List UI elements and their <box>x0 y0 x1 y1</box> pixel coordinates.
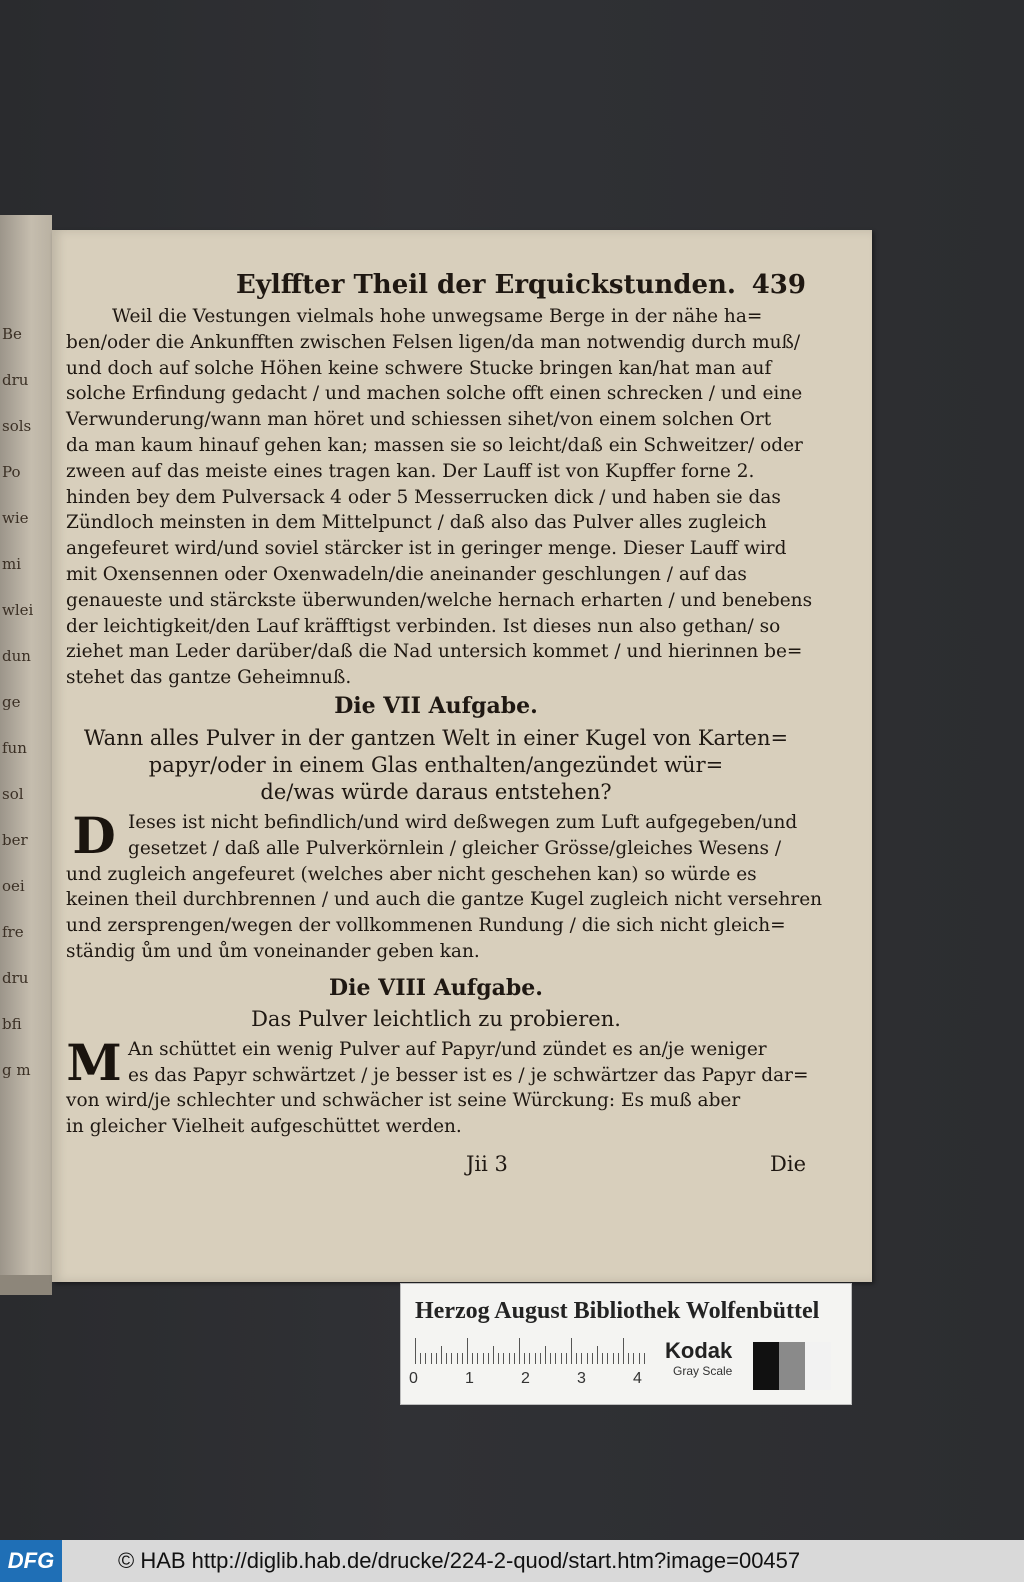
catchword: Die <box>770 1151 806 1176</box>
text-line: angefeuret wird/und soviel stärcker ist in geringer menge. Dieser Lauff wird <box>66 538 787 560</box>
text-line: da man kaum hinauf gehen kan; massen sie so leicht/daß ein Schweitzer/ oder <box>66 434 803 456</box>
ruler-tick <box>493 1346 494 1364</box>
question-line: papyr/oder in einem Glas enthalten/angezündet wür= <box>148 752 724 777</box>
question-line: de/was würde daraus entstehen? <box>260 779 612 804</box>
text-line: mit Oxensennen oder Oxenwadeln/die aneinander geschlungen / auf das <box>66 563 747 585</box>
text-line: ben/oder die Ankunfften zwischen Felsen ligen/da man notwendig durch muß/ <box>66 331 801 353</box>
ruler-tick <box>607 1353 608 1364</box>
dfg-logo: DFG <box>0 1540 62 1582</box>
text-line: An schüttet ein wenig Pulver auf Papyr/und zündet es an/je weniger <box>128 1038 767 1060</box>
ruler-tick <box>545 1346 546 1364</box>
facing-page-fragment: Po <box>2 463 21 481</box>
ruler-tick <box>535 1353 536 1364</box>
facing-page-edge <box>0 215 52 1275</box>
ruler-tick <box>514 1353 515 1364</box>
signature-mark: Jii 3 <box>466 1151 508 1176</box>
gray-swatch <box>805 1342 831 1390</box>
facing-page-fragment: mi <box>2 555 22 573</box>
page-text-block <box>66 270 823 1186</box>
ruler-tick <box>431 1353 432 1364</box>
text-line: ziehet man Leder darüber/daß die Nad untersich kommet / und hierinnen be= <box>66 641 803 663</box>
text-line: ständig ům und ům voneinander geben kan. <box>66 940 480 962</box>
text-line: Zündloch meinsten in dem Mittelpunct / daß also das Pulver alles zugleich <box>66 512 767 534</box>
ruler-tick <box>602 1353 603 1364</box>
ruler-tick <box>540 1353 541 1364</box>
heading-aufgabe-8: Die VIII Aufgabe. <box>329 974 543 1001</box>
text-line: keinen theil durchbrennen / und auch die gantze Kugel zugleich nicht versehren <box>66 889 823 911</box>
ruler-tick <box>566 1353 567 1364</box>
ruler-tick <box>576 1353 577 1364</box>
ruler-number: 3 <box>577 1370 586 1387</box>
text-line: gesetzet / daß alle Pulverkörnlein / gleicher Grösse/gleiches Wesens / <box>128 837 782 859</box>
ruler-number: 4 <box>633 1370 642 1387</box>
ruler-tick <box>415 1338 416 1364</box>
facing-page-fragment: oei <box>2 877 25 895</box>
facing-page-fragment: ge <box>2 693 21 711</box>
facing-page-fragment: wie <box>2 509 29 527</box>
ruler-tick <box>467 1338 468 1364</box>
color-chart-label <box>400 1283 852 1405</box>
question-line: Wann alles Pulver in der gantzen Welt in einer Kugel von Karten= <box>83 725 789 750</box>
ruler-number: 2 <box>521 1370 530 1387</box>
book-page <box>52 230 872 1282</box>
facing-page-fragment: bfi <box>2 1015 22 1033</box>
ruler-tick <box>509 1353 510 1364</box>
ruler-tick <box>571 1338 572 1364</box>
ruler-tick <box>555 1353 556 1364</box>
text-line: stehet das gantze Geheimnuß. <box>66 667 352 689</box>
running-head <box>66 270 806 304</box>
kodak-logo: Kodak <box>665 1338 733 1363</box>
text-line: genaueste und stärckste überwunden/welche hernach erharten / und benebens <box>66 589 813 611</box>
footer-bar <box>0 1540 1024 1582</box>
ruler-tick <box>550 1353 551 1364</box>
gray-swatches <box>753 1342 831 1390</box>
ruler <box>415 1336 645 1364</box>
ruler-tick <box>644 1353 645 1364</box>
ruler-tick <box>451 1353 452 1364</box>
paragraph-gunpowder-mountains <box>66 304 813 691</box>
text-line: solche Erfindung gedacht / und machen solche offt einen schrecken / und eine <box>66 383 803 405</box>
ruler-tick <box>503 1353 504 1364</box>
ruler-tick <box>483 1353 484 1364</box>
ruler-tick <box>425 1353 426 1364</box>
ruler-tick <box>420 1353 421 1364</box>
text-line: in gleicher Vielheit aufgeschüttet werden. <box>66 1116 462 1138</box>
ruler-tick <box>524 1353 525 1364</box>
ruler-tick <box>623 1338 624 1364</box>
text-line: zween auf das meiste eines tragen kan. Der Lauff ist von Kupffer forne 2. <box>66 460 755 482</box>
ruler-tick <box>618 1353 619 1364</box>
ruler-tick <box>529 1353 530 1364</box>
ruler-tick <box>441 1346 442 1364</box>
ruler-number: 1 <box>465 1370 474 1387</box>
facing-page-fragment: wlei <box>2 601 34 619</box>
paragraph-aufgabe-8 <box>66 1032 809 1140</box>
ruler-tick <box>498 1353 499 1364</box>
text-line: und zugleich angefeuret (welches aber nicht geschehen kan) so würde es <box>66 863 757 885</box>
ruler-tick <box>477 1353 478 1364</box>
page-number: 439 <box>751 270 806 300</box>
question-aufgabe-7 <box>66 725 806 806</box>
text-line: von wird/je schlechter und schwächer ist seine Würckung: Es muß aber <box>66 1090 741 1112</box>
ruler-tick <box>587 1353 588 1364</box>
text-line: Verwunderung/wann man höret und schiessen sihet/von einem solchen Ort <box>66 409 772 431</box>
ruler-tick <box>597 1346 598 1364</box>
ruler-tick <box>613 1353 614 1364</box>
facing-page-fragment: dun <box>2 647 31 665</box>
library-name: Herzog August Bibliothek Wolfenbüttel <box>415 1298 820 1324</box>
facing-page-fragment: fre <box>2 923 24 941</box>
page-footer-line <box>66 1152 806 1186</box>
subheading-aufgabe-8: Das Pulver leichtlich zu probieren. <box>251 1006 621 1031</box>
facing-page-fragment: ber <box>2 831 28 849</box>
ruler-tick <box>519 1338 520 1364</box>
facing-page-fragment: Be <box>2 325 22 343</box>
text-line: hinden bey dem Pulversack 4 oder 5 Messerrucken dick / und haben sie das <box>66 486 781 508</box>
gray-scale-label: Gray Scale <box>673 1364 733 1378</box>
heading-aufgabe-7: Die VII Aufgabe. <box>334 692 538 719</box>
facing-page-fragment: fun <box>2 739 27 757</box>
facing-page-fragment: dru <box>2 969 29 987</box>
ruler-tick <box>436 1353 437 1364</box>
text-line: Ieses ist nicht befindlich/und wird deßwegen zum Luft aufgegeben/und <box>128 811 798 833</box>
ruler-tick <box>639 1353 640 1364</box>
facing-page-fragment: sols <box>2 417 32 435</box>
ruler-tick <box>472 1353 473 1364</box>
text-line: und zersprengen/wegen der vollkommenen Rundung / die sich nicht gleich= <box>66 915 786 937</box>
ruler-tick <box>457 1353 458 1364</box>
facing-page-fragment: g m <box>2 1061 31 1079</box>
decorated-initial-m: M <box>66 1032 122 1092</box>
facing-page-fragment: sol <box>2 785 24 803</box>
ruler-tick <box>628 1353 629 1364</box>
ruler-tick <box>561 1353 562 1364</box>
text-line: und doch auf solche Höhen keine schwere Stucke bringen kan/hat man auf <box>66 357 772 379</box>
ruler-number: 0 <box>409 1370 418 1387</box>
facing-page-fragment: dru <box>2 371 29 389</box>
text-line: Weil die Vestungen vielmals hohe unwegsame Berge in der nähe ha= <box>112 306 763 327</box>
ruler-tick <box>633 1353 634 1364</box>
facing-page-bottom <box>0 1275 52 1295</box>
ruler-tick <box>446 1353 447 1364</box>
paragraph-aufgabe-7 <box>66 805 823 965</box>
paragraph-aufgabe-7-block <box>66 805 823 965</box>
copyright-url[interactable]: © HAB http://diglib.hab.de/drucke/224-2-quod/start.htm?image=00457 <box>118 1548 801 1573</box>
ruler-tick <box>462 1353 463 1364</box>
ruler-tick <box>592 1353 593 1364</box>
gray-swatch <box>779 1342 805 1390</box>
text-line: der leichtigkeit/den Lauf kräfftigst verbinden. Ist dieses nun also gethan/ so <box>66 615 781 637</box>
text-line: es das Papyr schwärtzet / je besser ist es / je schwärtzer das Papyr dar= <box>128 1064 809 1086</box>
decorated-initial-d: D <box>72 805 116 865</box>
ruler-tick <box>581 1353 582 1364</box>
paragraph-aufgabe-8-block <box>66 1032 809 1140</box>
gray-swatch <box>753 1342 779 1390</box>
running-head-title: Eylffter Theil der Erquickstunden. <box>236 270 736 300</box>
ruler-tick <box>488 1353 489 1364</box>
